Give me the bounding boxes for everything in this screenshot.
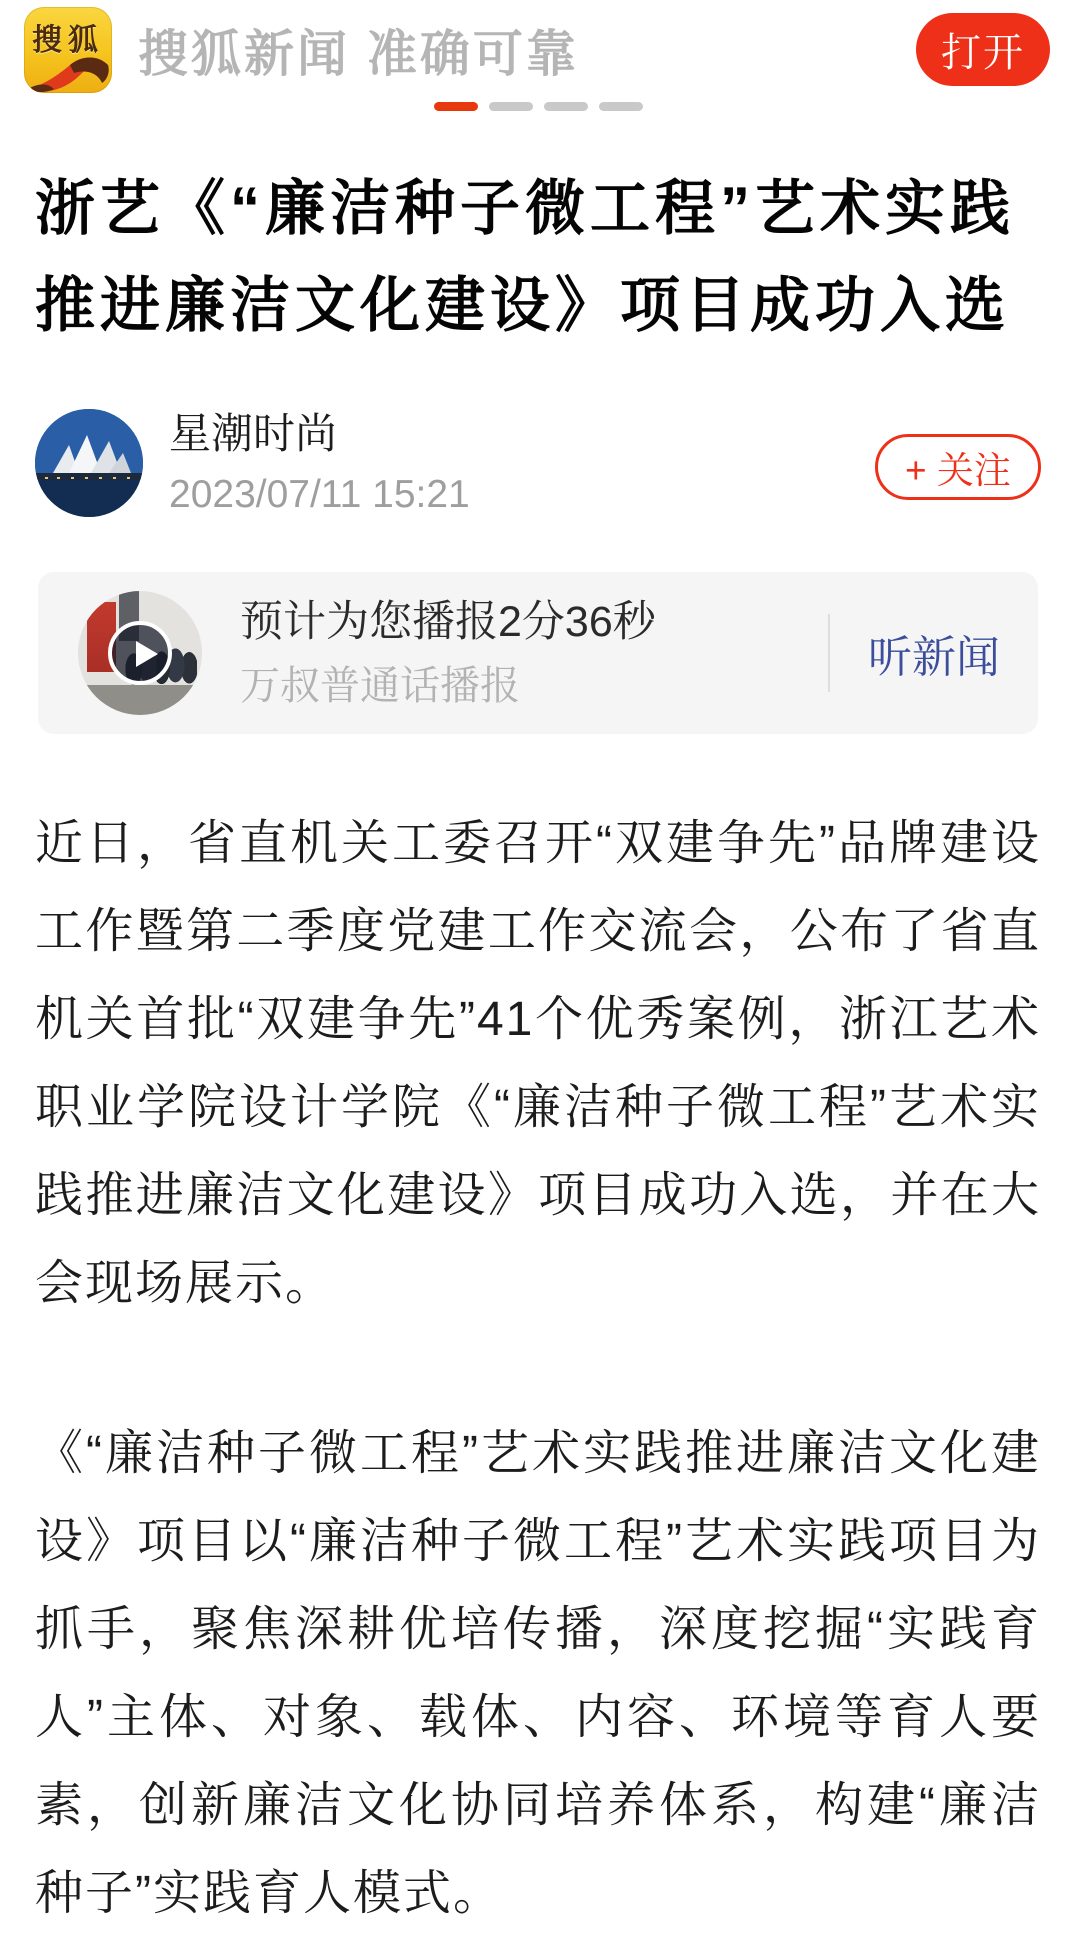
article-title: 浙艺《“廉洁种子微工程”艺术实践推进廉洁文化建设》项目成功入选 xyxy=(35,175,1015,339)
play-icon[interactable] xyxy=(108,621,172,685)
fox-tail-icon xyxy=(24,45,112,93)
paragraph-1: 近日，省直机关工委召开“双建争先”品牌建设工作暨第二季度党建工作交流会，公布了省直机关首批“双建争先”41个优秀案例，浙江艺术职业学院设计学院《“廉洁种子微工程”艺术实践推进廉洁文化建设》项目成功入选，并在大会现场展示。 xyxy=(35,817,1041,1310)
follow-button[interactable]: + 关注 xyxy=(875,434,1041,500)
sohu-logo-icon[interactable] xyxy=(24,7,112,93)
publish-date: 2023/07/11 15:21 xyxy=(169,473,470,516)
audio-meta xyxy=(240,596,828,710)
open-app-button[interactable]: 打开 xyxy=(916,13,1050,86)
carousel-dot xyxy=(489,102,533,111)
video-thumbnail[interactable] xyxy=(78,591,202,715)
author-row xyxy=(35,408,1041,518)
sohu-logo-text: 搜狐 xyxy=(32,24,104,57)
narrator-label: 万叔普通话播报 xyxy=(240,664,520,708)
paragraph-2: 《“廉洁种子微工程”艺术实践推进廉洁文化建设》项目以“廉洁种子微工程”艺术实践项目为抓手，聚焦深耕优培传播，深度挖掘“实践育人”主体、对象、载体、内容、环境等育人要素，创新廉洁文化协同培养体系，构建“廉洁种子”实践育人模式。 xyxy=(35,1427,1041,1920)
author-avatar[interactable] xyxy=(35,409,143,517)
app-banner xyxy=(0,0,1076,100)
article-body xyxy=(35,800,1041,1938)
listen-news-button[interactable]: 听新闻 xyxy=(830,572,1038,734)
author-meta xyxy=(169,408,470,518)
carousel-dots xyxy=(0,102,1076,112)
carousel-dot xyxy=(599,102,643,111)
author-name[interactable]: 星潮时尚 xyxy=(169,410,338,457)
carousel-dot-active xyxy=(434,102,478,111)
opera-house-image xyxy=(35,409,143,517)
carousel-dot xyxy=(544,102,588,111)
broadcast-duration: 预计为您播报2分36秒 xyxy=(240,598,656,646)
app-slogan: 搜狐新闻 准确可靠 xyxy=(138,26,579,82)
audio-player-card xyxy=(38,572,1038,734)
